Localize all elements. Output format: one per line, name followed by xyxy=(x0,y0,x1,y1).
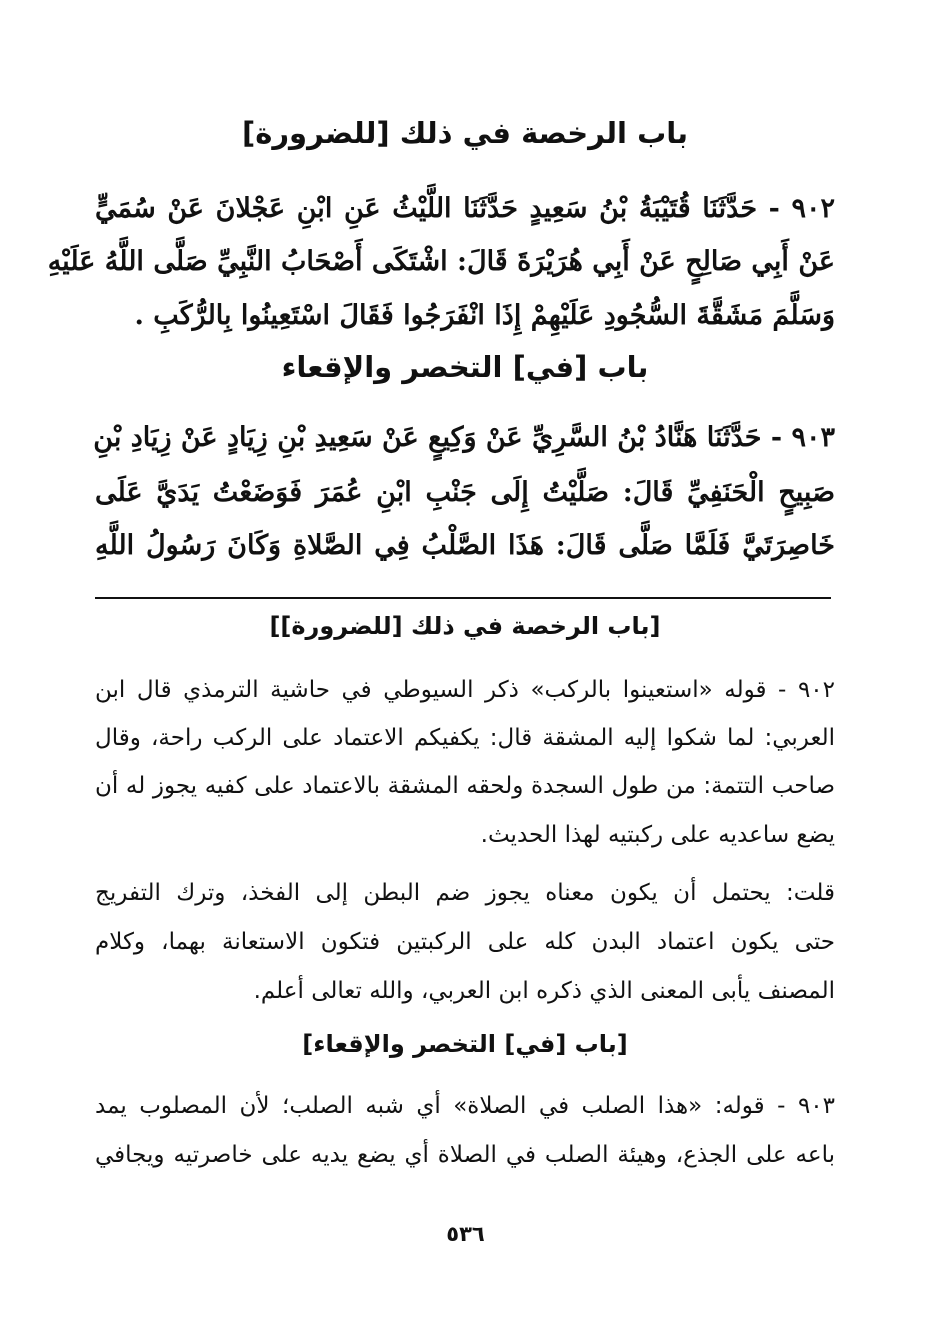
hadith-903-line-3: خَاصِرَتَيَّ فَلَمَّا صَلَّى قَالَ: هَذَا الصَّلْبُ فِي الصَّلاةِ وَكَانَ رَسُولُ اللَّهِ xyxy=(95,530,835,561)
hadith-902-line-2: عَنْ أَبِي صَالِحٍ عَنْ أَبِي هُرَيْرَةَ قَالَ: اشْتَكَى أَصْحَابُ النَّبِيِّ صَلَّى اللَّهُ عَلَيْهِ xyxy=(47,246,835,277)
note-902-line-2: العربي: لما شكوا إليه المشقة قال: يكفيكم الاعتماد على الركب راحة، وقال xyxy=(95,725,835,751)
note-903-line-1: ٩٠٣ - قوله: «هذا الصلب في الصلاة» أي شبه الصلب؛ لأن المصلوب يمد xyxy=(95,1093,835,1119)
hadith-903-line-1: ٩٠٣ - حَدَّثَنَا هَنَّادُ بْنُ السَّرِيِّ عَنْ وَكِيعٍ عَنْ سَعِيدِ بْنِ زِيَادٍ عَنْ زِيَادِ بْنِ xyxy=(93,422,835,453)
hadith-903-line-2: صَبِيحٍ الْحَنَفِيِّ قَالَ: صَلَّيْتُ إِلَى جَنْبِ ابْنِ عُمَرَ فَوَضَعْتُ يَدَيَّ عَلَى xyxy=(95,477,835,508)
hadith-902-line-1: ٩٠٢ - حَدَّثَنَا قُتَيْبَةُ بْنُ سَعِيدٍ حَدَّثَنَا اللَّيْثُ عَنِ ابْنِ عَجْلانَ عَنْ سُمَيٍّ xyxy=(95,193,835,224)
note-903-line-2: باعه على الجذع، وهيئة الصلب في الصلاة أي يضع يديه على خاصرتيه ويجافي xyxy=(95,1142,835,1168)
note-902-line-1: ٩٠٢ - قوله «استعينوا بالركب» ذكر السيوطي في حاشية الترمذي قال ابن xyxy=(95,677,835,703)
hadith-902-line-3: وَسَلَّمَ مَشَقَّةَ السُّجُودِ عَلَيْهِمْ إِذَا انْفَرَجُوا فَقَالَ اسْتَعِينُوا بِالرُّكَبِ . xyxy=(134,300,835,331)
chapter-heading-902: باب الرخصة في ذلك [للضرورة] xyxy=(241,116,689,150)
note-902-p2-line-3: المصنف يأبى المعنى الذي ذكره ابن العربي، والله تعالى أعلم. xyxy=(253,978,835,1004)
chapter-heading-903: باب [في] التخصر والإقعاء xyxy=(281,350,649,384)
note-902-p2-line-1: قلت: يحتمل أن يكون معناه يجوز ضم البطن إلى الفخذ، وترك التفريج xyxy=(95,880,835,906)
commentary-heading-903: [باب [في] التخصر والإقعاء] xyxy=(302,1030,628,1058)
footnote-separator xyxy=(95,597,831,599)
page-number: ٥٣٦ xyxy=(446,1222,485,1246)
note-902-p2-line-2: حتى يكون اعتماد البدن كله على الركبتين فتكون الاستعانة بهما، وكلام xyxy=(95,929,835,955)
note-902-line-4: يضع ساعديه على ركبتيه لهذا الحديث. xyxy=(480,822,835,848)
note-902-line-3: صاحب التتمة: من طول السجدة ولحقه المشقة بالاعتماد على كفيه يجوز له أن xyxy=(95,773,835,799)
commentary-heading-902: [باب الرخصة في ذلك [للضرورة]] xyxy=(269,612,661,640)
